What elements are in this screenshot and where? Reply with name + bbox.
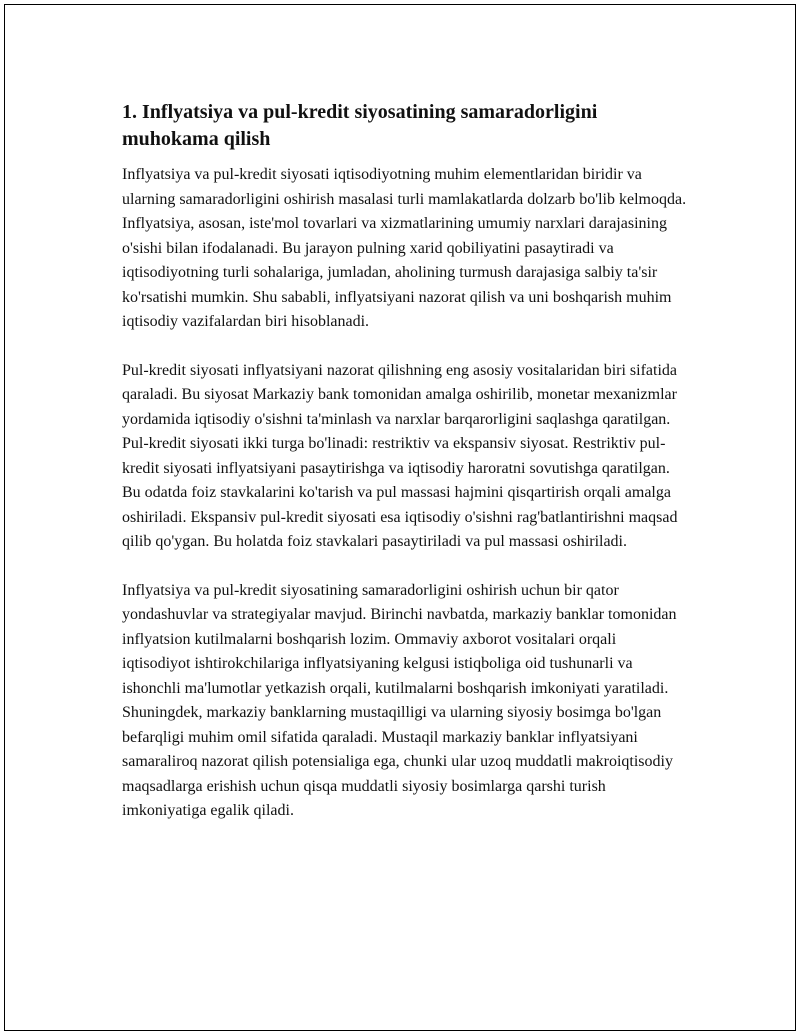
section-heading: 1. Inflyatsiya va pul-kredit siyosatining samaradorligini muhokama qilish xyxy=(122,101,598,150)
paragraph-1: Inflyatsiya va pul-kredit siyosati iqtisodiyotning muhim elementlaridan biridir va ularning samaradorligini oshirish masalasi turli mamlakatlarda dolzarb bo'lib kelmoqda. Inflyatsiya, asosan, iste'mol tovarlari va xizmatlarining umumiy narxlari darajasining o'sishi bilan ifodalanadi. Bu jarayon pulning xarid qobiliyatini pasaytiradi va iqtisodiyotning turli sohalariga, jumladan, aholining turmush darajasiga salbiy ta'sir ko'rsatishi mumkin. Shu sababli, inflyatsiyani nazorat qilish va uni boshqarish muhim iqtisodiy vazifalardan biri hisoblanadi. xyxy=(122,166,687,330)
paragraph-3: Inflyatsiya va pul-kredit siyosatining samaradorligini oshirish uchun bir qator yondashuvlar va strategiyalar mavjud. Birinchi navbatda, markaziy banklar tomonidan inflyatsion kutilmalarni boshqarish lozim. Ommaviy axborot vositalari orqali iqtisodiyot ishtirokchilariga inflyatsiyaning kelgusi istiqboliga oid tushunarli va ishonchli ma'lumotlar yetkazish orqali, kutilmalarni boshqarish imkoniyati yaratiladi. Shuningdek, markaziy banklarning mustaqilligi va ularning siyosiy bosimga bo'lgan befarqligi muhim omil sifatida qaraladi. Mustaqil markaziy banklar inflyatsiyani samaraliroq nazorat qilish potensialiga ega, chunki ular uzoq muddatli makroiqtisodiy maqsadlarga erishish uchun qisqa muddatli siyosiy bosimlarga qarshi turish imkoniyatiga egalik qiladi. xyxy=(122,581,677,819)
paragraph-2: Pul-kredit siyosati inflyatsiyani nazorat qilishning eng asosiy vositalaridan biri sifatida qaraladi. Bu siyosat Markaziy bank tomonidan amalga oshirilib, monetar mexanizmlar yordamida iqtisodiy o'sishni ta'minlash va narxlar barqarorligini saqlashga qaratilgan. Pul-kredit siyosati ikki turga bo'linadi: restriktiv va ekspansiv siyosat. Restriktiv pul-kredit siyosati inflyatsiyani pasaytirishga va iqtisodiy haroratni sovutishga qaratilgan. Bu odatda foiz stavkalarini ko'tarish va pul massasi hajmini qisqartirish orqali amalga oshiriladi. Ekspansiv pul-kredit siyosati esa iqtisodiy o'sishni rag'batlantirishni maqsad qilib qo'ygan. Bu holatda foiz stavkalari pasaytiriladi va pul massasi oshiriladi. xyxy=(122,361,678,550)
page-frame xyxy=(4,4,796,1031)
document-body xyxy=(122,99,688,848)
